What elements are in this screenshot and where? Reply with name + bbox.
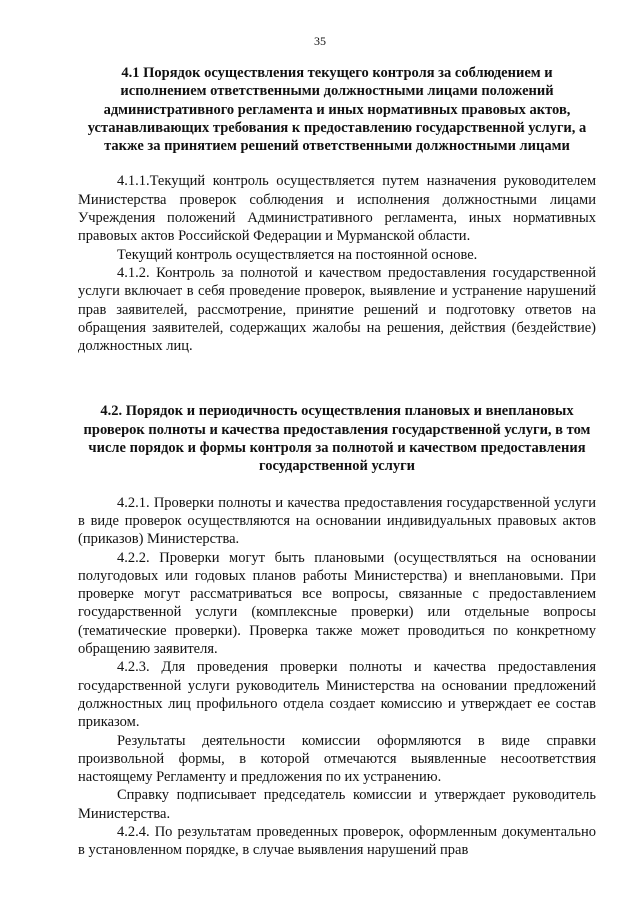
paragraph-commission-results: Результаты деятельности комиссии оформляются в виде справки произвольной формы, в которой отмечаются выявленные несоответствия настоящему Регламенту и предложения по их устранению. bbox=[78, 732, 596, 786]
paragraph-report-signature: Справку подписывает председатель комиссии и утверждает руководитель Министерства. bbox=[78, 787, 596, 822]
paragraph-4-2-4: 4.2.4. По результатам проведенных проверок, оформленным документально в установленном порядке, в случае выявления нарушений прав bbox=[78, 823, 596, 859]
section-heading-4-2: 4.2. Порядок и периодичность осуществления плановых и внеплановых проверок полноты и качества предоставления государственной услуги, в том числе порядок и формы контроля за полнотой и качеством предоставления государственной услуги bbox=[83, 403, 591, 475]
paragraph-4-1-1: 4.1.1.Текущий контроль осуществляется путем назначения руководителем Министерства проверок соблюдения и исполнения должностными лицами Учреждения положений Административного регламента, иных нормативных правовых актов Российской Федерации и Мурманской области. bbox=[78, 173, 596, 245]
page-number: 35 bbox=[314, 34, 326, 48]
paragraph-4-2-3: 4.2.3. Для проведения проверки полноты и качества предоставления государственной услуги руководитель Министерства на основании предложений должностных лиц профильного отдела создает комиссию и утверждает ее состав приказом. bbox=[78, 659, 596, 731]
paragraph-4-1-2: 4.1.2. Контроль за полнотой и качеством предоставления государственной услуги включает в себя проведение проверок, выявление и устранение нарушений прав заявителей, рассмотрение, принятие решений и подготовку ответов на обращения заявителей, содержащих жалобы на решения, действия (бездействие) должностных лиц. bbox=[78, 264, 596, 355]
paragraph-4-2-2: 4.2.2. Проверки могут быть плановыми (осуществляться на основании полугодовых или годовых планов работы Министерства) и внеплановыми. При проверке могут рассматриваться все вопросы, связанные с предоставлением государственной услуги (комплексные проверки) или отдельные вопросы (тематические проверки). Проверка также может проводиться по конкретному обращению заявителя. bbox=[78, 549, 596, 658]
paragraph-4-2-1: 4.2.1. Проверки полноты и качества предоставления государственной услуги в виде проверок осуществляются на основании индивидуальных правовых актов (приказов) Министерства. bbox=[78, 494, 596, 548]
section-heading-4-1: 4.1 Порядок осуществления текущего контроля за соблюдением и исполнением ответственными должностными лицами положений административного регламента и иных нормативных правовых актов, устанавливающих требования к предоставлению государственной услуги, а также за принятием решений ответственными должностными лицами bbox=[87, 65, 587, 155]
document-body bbox=[78, 64, 596, 860]
paragraph-current-control: Текущий контроль осуществляется на постоянной основе. bbox=[117, 246, 478, 263]
